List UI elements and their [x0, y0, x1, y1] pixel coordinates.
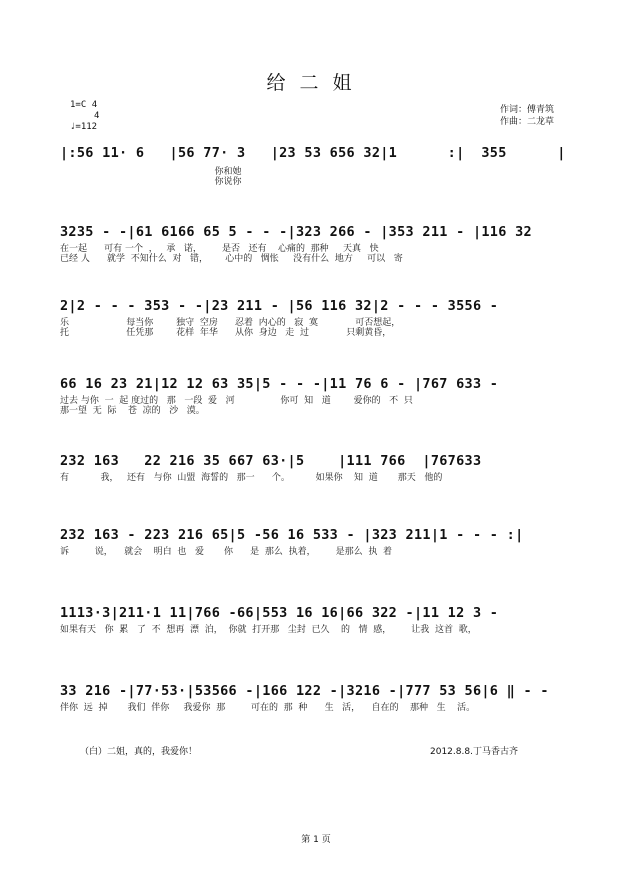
notes: 66 16 23 21|12 12 63 35|5 - - -|11 76 6 - |767 633 -	[60, 376, 507, 392]
time-denominator: 4	[94, 111, 100, 121]
spoken-footnote: （白）二姐，真的，我爱你！	[80, 747, 198, 757]
lyric-verse-1: 乐 每当你 独守 空房 忍着 内心的 寂 寞 可否想起，	[60, 318, 401, 328]
lyric-verse-2: 托 任凭那 花样 年华 从你 身边 走 过 只剩黄昏，	[60, 328, 392, 338]
lyric-verse-2: 你说你	[60, 177, 242, 187]
lyric-verse-2: 已经 人 就学 不知什么 对 错， 心中的 惆怅 没有什么 地方 可以 寄	[60, 254, 403, 264]
credits	[500, 104, 554, 128]
key-signature	[70, 100, 99, 133]
notes: 2|2 - - - 353 - -|23 211 - |56 116 32|2 - - - 3556 -	[60, 298, 499, 314]
notes: 33 216 -|77·53·|53566 -|166 122 -|3216 -|777 53 56|6 ‖ - -	[60, 683, 549, 699]
lyric-verse-1: 伴你 远 掉 我们 伴你 我爱你 那 可在的 那 种 生 活， 自在的 那种 生 活。	[60, 703, 476, 713]
tempo: ♩=112	[70, 122, 98, 132]
lyric-verse-1: 在一起 可有 一个 ， 承 诺， 是否 还有 心痛的 那种 天真 快	[60, 244, 379, 254]
lyric-verse-2: 那一望 无 际 苍 凉的 沙 漠。	[60, 406, 205, 416]
lyric-verse-1: 有 我， 还有 与你 山盟 海誓的 那一 个。 如果你 知 道 那天 他的	[60, 473, 443, 483]
lyric-verse-1: 如果有天 你 累 了 不 想再 漂 泊， 你就 打开那 尘封 已久 的 情 感， 让我 这首 歌，	[60, 625, 477, 635]
notes: 232 163 - 223 216 65|5 -56 16 533 - |323 211|1 - - - :|	[60, 527, 524, 543]
lyricist: 作词：傅青筑	[500, 105, 555, 115]
page-number: 第 1 页	[301, 835, 331, 845]
lyric-verse-1: 诉 说， 就会 明白 也 爱 你 是 那么 执着， 是那么 执 着	[60, 547, 393, 557]
time-numerator: 4	[91, 100, 98, 110]
notes: 232 163 22 216 35 667 63·|5 |111 766 |767633	[60, 453, 482, 469]
song-title: 给二姐	[266, 72, 366, 94]
lyric-verse-1: 过去 与你 一 起 度过的 那 一段 爱 河 你可 知 道 爱你的 不 只	[60, 396, 413, 406]
lyric-verse-1: 你和她	[60, 167, 242, 177]
composer: 作曲：二龙草	[500, 117, 555, 127]
key: 1=C	[70, 100, 87, 110]
notes: 3235 - -|61 6166 65 5 - - -|323 266 - |353 211 - |116 32	[60, 224, 532, 240]
notes: 1113·3|211·1 11|766 -66|553 16 16|66 322 -|11 12 3 -	[60, 605, 499, 621]
date-signature: 2012.8.8.丁马香古齐	[430, 747, 518, 757]
notes: |:56 11· 6 |56 77· 3 |23 53 656 32|1 :| 355 |	[60, 145, 566, 161]
